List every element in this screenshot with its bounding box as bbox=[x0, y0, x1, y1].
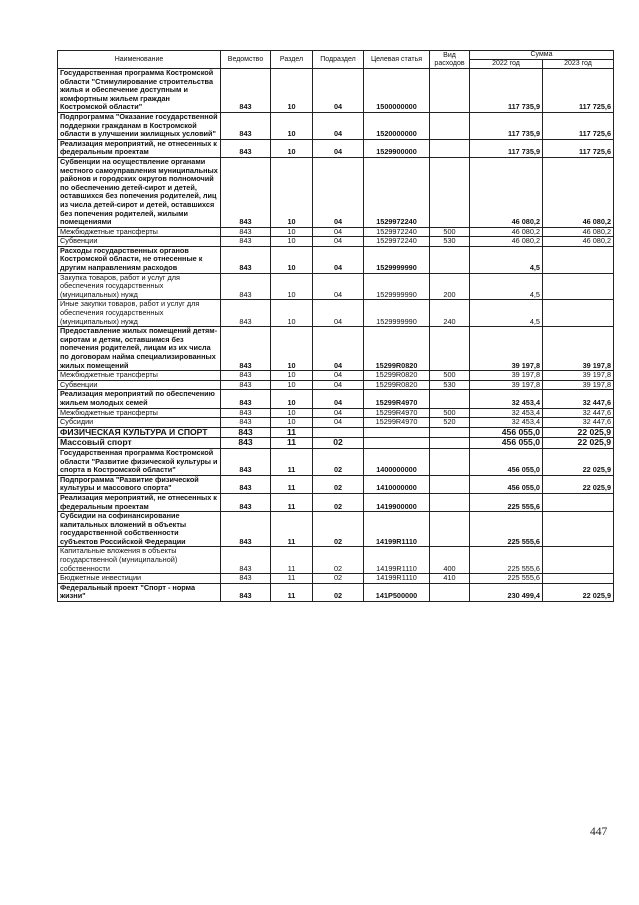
cell-type bbox=[430, 438, 470, 449]
cell-2023: 39 197,8 bbox=[543, 380, 614, 390]
cell-dept: 843 bbox=[221, 69, 271, 113]
page-number: 447 bbox=[590, 826, 608, 838]
cell-target: 1529999990 bbox=[364, 246, 430, 273]
cell-2022: 39 197,8 bbox=[470, 371, 543, 381]
cell-dept: 843 bbox=[221, 418, 271, 428]
cell-name: Предоставление жилых помещений детям-сиротам и детям, оставшимся без попечения родителей, лицам из их числа по договорам найма специализированных жилых помещений bbox=[58, 327, 221, 371]
header-name: Наименование bbox=[58, 51, 221, 69]
cell-dept: 843 bbox=[221, 273, 271, 300]
cell-section: 11 bbox=[271, 448, 313, 475]
cell-dept: 843 bbox=[221, 157, 271, 227]
cell-subsection: 04 bbox=[313, 69, 364, 113]
cell-target: 1529999990 bbox=[364, 273, 430, 300]
cell-2023: 39 197,8 bbox=[543, 371, 614, 381]
cell-section: 10 bbox=[271, 273, 313, 300]
cell-2023 bbox=[543, 512, 614, 547]
table-row bbox=[58, 427, 614, 438]
cell-dept: 843 bbox=[221, 438, 271, 449]
cell-dept: 843 bbox=[221, 427, 271, 438]
cell-2022: 117 735,9 bbox=[470, 69, 543, 113]
cell-subsection bbox=[313, 427, 364, 438]
cell-name: Субвенции на осуществление органами местного самоуправления муниципальных районов и городских округов полномочий по обеспечению детей-сирот и детей, оставшихся без попечения родителей, лиц из числа детей-сирот и детей, оставшихся без попечения родителей, жилыми помещениями bbox=[58, 157, 221, 227]
cell-type bbox=[430, 475, 470, 493]
cell-name: Капитальные вложения в объекты государственной (муниципальной) собственности bbox=[58, 547, 221, 574]
cell-section: 10 bbox=[271, 327, 313, 371]
cell-dept: 843 bbox=[221, 512, 271, 547]
cell-section: 11 bbox=[271, 512, 313, 547]
cell-name: Субвенции bbox=[58, 380, 221, 390]
cell-dept: 843 bbox=[221, 371, 271, 381]
cell-target: 1529972240 bbox=[364, 237, 430, 247]
table-row bbox=[58, 246, 614, 273]
cell-2022: 39 197,8 bbox=[470, 327, 543, 371]
cell-2022: 456 055,0 bbox=[470, 475, 543, 493]
cell-section: 10 bbox=[271, 380, 313, 390]
cell-type bbox=[430, 327, 470, 371]
table-row bbox=[58, 547, 614, 574]
cell-type bbox=[430, 69, 470, 113]
cell-section: 10 bbox=[271, 157, 313, 227]
cell-2023: 22 025,9 bbox=[543, 475, 614, 493]
cell-section: 11 bbox=[271, 438, 313, 449]
cell-name: Реализация мероприятий по обеспечению жильем молодых семей bbox=[58, 390, 221, 408]
cell-2022: 39 197,8 bbox=[470, 380, 543, 390]
table-row bbox=[58, 300, 614, 327]
cell-name: Межбюджетные трансферты bbox=[58, 371, 221, 381]
cell-subsection: 02 bbox=[313, 574, 364, 584]
table-row bbox=[58, 390, 614, 408]
cell-subsection: 04 bbox=[313, 380, 364, 390]
cell-target: 1529972240 bbox=[364, 227, 430, 237]
cell-2022: 46 080,2 bbox=[470, 227, 543, 237]
cell-dept: 843 bbox=[221, 380, 271, 390]
cell-name: ФИЗИЧЕСКАЯ КУЛЬТУРА И СПОРТ bbox=[58, 427, 221, 438]
cell-type bbox=[430, 448, 470, 475]
cell-2023: 46 080,2 bbox=[543, 227, 614, 237]
cell-target: 14199R1110 bbox=[364, 547, 430, 574]
table-row bbox=[58, 371, 614, 381]
table-row bbox=[58, 475, 614, 493]
table-row bbox=[58, 448, 614, 475]
cell-section: 10 bbox=[271, 139, 313, 157]
cell-name: Федеральный проект "Спорт - норма жизни" bbox=[58, 583, 221, 601]
cell-target bbox=[364, 427, 430, 438]
cell-type: 530 bbox=[430, 380, 470, 390]
cell-2022: 32 453,4 bbox=[470, 390, 543, 408]
cell-name: Государственная программа Костромской области "Развитие физической культуры и спорта в Костромской области" bbox=[58, 448, 221, 475]
cell-name: Субсидии на софинансирование капитальных вложений в объекты государственной собственности субъектов Российской Федерации bbox=[58, 512, 221, 547]
cell-name: Субвенции bbox=[58, 237, 221, 247]
cell-type: 530 bbox=[430, 237, 470, 247]
cell-subsection: 04 bbox=[313, 139, 364, 157]
cell-target: 15299R4970 bbox=[364, 408, 430, 418]
table-row bbox=[58, 574, 614, 584]
cell-section: 10 bbox=[271, 237, 313, 247]
cell-2022: 46 080,2 bbox=[470, 237, 543, 247]
cell-target: 1520000000 bbox=[364, 112, 430, 139]
cell-type: 240 bbox=[430, 300, 470, 327]
cell-subsection: 04 bbox=[313, 273, 364, 300]
header-sum: Сумма bbox=[470, 51, 614, 60]
cell-dept: 843 bbox=[221, 547, 271, 574]
cell-2023: 39 197,8 bbox=[543, 327, 614, 371]
cell-dept: 843 bbox=[221, 583, 271, 601]
table-row bbox=[58, 157, 614, 227]
cell-target bbox=[364, 438, 430, 449]
cell-2023 bbox=[543, 574, 614, 584]
cell-2023: 22 025,9 bbox=[543, 583, 614, 601]
cell-section: 11 bbox=[271, 574, 313, 584]
cell-2023: 46 080,2 bbox=[543, 237, 614, 247]
cell-type bbox=[430, 157, 470, 227]
cell-type bbox=[430, 493, 470, 511]
header-type: Вид расходов bbox=[430, 51, 470, 69]
cell-2022: 4,5 bbox=[470, 300, 543, 327]
cell-name: Субсидии bbox=[58, 418, 221, 428]
cell-subsection: 04 bbox=[313, 418, 364, 428]
cell-name: Межбюджетные трансферты bbox=[58, 227, 221, 237]
cell-dept: 843 bbox=[221, 227, 271, 237]
table-row bbox=[58, 273, 614, 300]
header-subsection: Подраздел bbox=[313, 51, 364, 69]
cell-2022: 4,5 bbox=[470, 273, 543, 300]
cell-2022: 32 453,4 bbox=[470, 418, 543, 428]
cell-subsection: 04 bbox=[313, 112, 364, 139]
cell-2023: 46 080,2 bbox=[543, 157, 614, 227]
cell-section: 10 bbox=[271, 227, 313, 237]
cell-dept: 843 bbox=[221, 246, 271, 273]
cell-name: Реализация мероприятий, не отнесенных к федеральным проектам bbox=[58, 139, 221, 157]
cell-2023: 117 725,6 bbox=[543, 139, 614, 157]
cell-2022: 456 055,0 bbox=[470, 448, 543, 475]
cell-name: Расходы государственных органов Костромской области, не отнесенные к другим направлениям расходов bbox=[58, 246, 221, 273]
cell-subsection: 02 bbox=[313, 547, 364, 574]
cell-section: 10 bbox=[271, 246, 313, 273]
cell-2022: 456 055,0 bbox=[470, 427, 543, 438]
header-target: Целевая статья bbox=[364, 51, 430, 69]
cell-target: 1419900000 bbox=[364, 493, 430, 511]
cell-target: 14199R1110 bbox=[364, 574, 430, 584]
cell-2022: 225 555,6 bbox=[470, 512, 543, 547]
cell-target: 1529900000 bbox=[364, 139, 430, 157]
cell-type bbox=[430, 246, 470, 273]
cell-section: 11 bbox=[271, 475, 313, 493]
cell-2022: 225 555,6 bbox=[470, 574, 543, 584]
table-row bbox=[58, 327, 614, 371]
cell-2022: 32 453,4 bbox=[470, 408, 543, 418]
cell-type: 520 bbox=[430, 418, 470, 428]
cell-name: Подпрограмма "Развитие физической культуры и массового спорта" bbox=[58, 475, 221, 493]
cell-subsection: 02 bbox=[313, 583, 364, 601]
header-dept: Ведомство bbox=[221, 51, 271, 69]
cell-target: 15299R0820 bbox=[364, 371, 430, 381]
cell-target: 1410000000 bbox=[364, 475, 430, 493]
header-row bbox=[58, 51, 614, 60]
cell-subsection: 02 bbox=[313, 493, 364, 511]
table-row bbox=[58, 139, 614, 157]
cell-subsection: 04 bbox=[313, 237, 364, 247]
cell-subsection: 02 bbox=[313, 475, 364, 493]
cell-target: 15299R0820 bbox=[364, 327, 430, 371]
cell-2023 bbox=[543, 246, 614, 273]
cell-subsection: 04 bbox=[313, 227, 364, 237]
cell-type bbox=[430, 390, 470, 408]
cell-target: 15299R4970 bbox=[364, 390, 430, 408]
cell-2023: 32 447,6 bbox=[543, 390, 614, 408]
cell-2023 bbox=[543, 300, 614, 327]
cell-type: 200 bbox=[430, 273, 470, 300]
cell-target: 15299R0820 bbox=[364, 380, 430, 390]
cell-target: 15299R4970 bbox=[364, 418, 430, 428]
cell-name: Межбюджетные трансферты bbox=[58, 408, 221, 418]
cell-dept: 843 bbox=[221, 139, 271, 157]
cell-target: 1400000000 bbox=[364, 448, 430, 475]
cell-dept: 843 bbox=[221, 475, 271, 493]
cell-target: 14199R1110 bbox=[364, 512, 430, 547]
cell-section: 10 bbox=[271, 371, 313, 381]
cell-type bbox=[430, 583, 470, 601]
cell-name: Государственная программа Костромской области "Стимулирование строительства жилья и обеспечение доступным и комфортным жильем граждан Костромской области" bbox=[58, 69, 221, 113]
cell-name: Закупка товаров, работ и услуг для обеспечения государственных (муниципальных) нужд bbox=[58, 273, 221, 300]
cell-name: Бюджетные инвестиции bbox=[58, 574, 221, 584]
cell-2023: 32 447,6 bbox=[543, 418, 614, 428]
cell-section: 10 bbox=[271, 69, 313, 113]
cell-subsection: 02 bbox=[313, 438, 364, 449]
cell-dept: 843 bbox=[221, 390, 271, 408]
cell-type bbox=[430, 512, 470, 547]
table-row bbox=[58, 583, 614, 601]
cell-name: Подпрограмма "Оказание государственной поддержки гражданам в Костромской области в улучшении жилищных условий" bbox=[58, 112, 221, 139]
cell-target: 1529972240 bbox=[364, 157, 430, 227]
cell-name: Массовый спорт bbox=[58, 438, 221, 449]
cell-2022: 117 735,9 bbox=[470, 112, 543, 139]
cell-type: 500 bbox=[430, 227, 470, 237]
cell-2023: 117 725,6 bbox=[543, 112, 614, 139]
table-row bbox=[58, 112, 614, 139]
cell-section: 10 bbox=[271, 408, 313, 418]
cell-section: 10 bbox=[271, 300, 313, 327]
cell-section: 10 bbox=[271, 418, 313, 428]
cell-section: 11 bbox=[271, 427, 313, 438]
cell-2023: 117 725,6 bbox=[543, 69, 614, 113]
table-row bbox=[58, 237, 614, 247]
cell-subsection: 04 bbox=[313, 390, 364, 408]
cell-section: 10 bbox=[271, 390, 313, 408]
table-row bbox=[58, 438, 614, 449]
cell-section: 11 bbox=[271, 493, 313, 511]
cell-2022: 225 555,6 bbox=[470, 493, 543, 511]
cell-target: 1500000000 bbox=[364, 69, 430, 113]
cell-section: 10 bbox=[271, 112, 313, 139]
cell-dept: 843 bbox=[221, 408, 271, 418]
cell-type: 500 bbox=[430, 371, 470, 381]
cell-subsection: 04 bbox=[313, 371, 364, 381]
cell-2023 bbox=[543, 493, 614, 511]
cell-2022: 456 055,0 bbox=[470, 438, 543, 449]
cell-2022: 230 499,4 bbox=[470, 583, 543, 601]
cell-dept: 843 bbox=[221, 448, 271, 475]
header-2023: 2023 год bbox=[543, 60, 614, 69]
budget-table bbox=[57, 50, 614, 602]
cell-type bbox=[430, 112, 470, 139]
cell-subsection: 04 bbox=[313, 157, 364, 227]
table-row bbox=[58, 493, 614, 511]
cell-2023: 22 025,9 bbox=[543, 438, 614, 449]
cell-name: Реализация мероприятий, не отнесенных к федеральным проектам bbox=[58, 493, 221, 511]
header-section: Раздел bbox=[271, 51, 313, 69]
cell-type bbox=[430, 427, 470, 438]
cell-2023 bbox=[543, 547, 614, 574]
cell-2023: 22 025,9 bbox=[543, 448, 614, 475]
table-row bbox=[58, 69, 614, 113]
cell-dept: 843 bbox=[221, 237, 271, 247]
cell-section: 11 bbox=[271, 547, 313, 574]
cell-dept: 843 bbox=[221, 574, 271, 584]
cell-2022: 117 735,9 bbox=[470, 139, 543, 157]
cell-subsection: 02 bbox=[313, 512, 364, 547]
cell-2023: 32 447,6 bbox=[543, 408, 614, 418]
cell-dept: 843 bbox=[221, 327, 271, 371]
cell-type: 400 bbox=[430, 547, 470, 574]
cell-subsection: 04 bbox=[313, 300, 364, 327]
table-row bbox=[58, 418, 614, 428]
cell-dept: 843 bbox=[221, 493, 271, 511]
cell-target: 1529999990 bbox=[364, 300, 430, 327]
cell-2023: 22 025,9 bbox=[543, 427, 614, 438]
table-body bbox=[58, 69, 614, 602]
cell-subsection: 02 bbox=[313, 448, 364, 475]
cell-2022: 4,5 bbox=[470, 246, 543, 273]
header-2022: 2022 год bbox=[470, 60, 543, 69]
cell-name: Иные закупки товаров, работ и услуг для обеспечения государственных (муниципальных) нужд bbox=[58, 300, 221, 327]
cell-2022: 225 555,6 bbox=[470, 547, 543, 574]
table-row bbox=[58, 512, 614, 547]
cell-2023 bbox=[543, 273, 614, 300]
cell-subsection: 04 bbox=[313, 246, 364, 273]
cell-type bbox=[430, 139, 470, 157]
cell-type: 410 bbox=[430, 574, 470, 584]
cell-subsection: 04 bbox=[313, 408, 364, 418]
cell-section: 11 bbox=[271, 583, 313, 601]
cell-2022: 46 080,2 bbox=[470, 157, 543, 227]
cell-dept: 843 bbox=[221, 300, 271, 327]
cell-type: 500 bbox=[430, 408, 470, 418]
cell-subsection: 04 bbox=[313, 327, 364, 371]
cell-target: 141P500000 bbox=[364, 583, 430, 601]
cell-dept: 843 bbox=[221, 112, 271, 139]
